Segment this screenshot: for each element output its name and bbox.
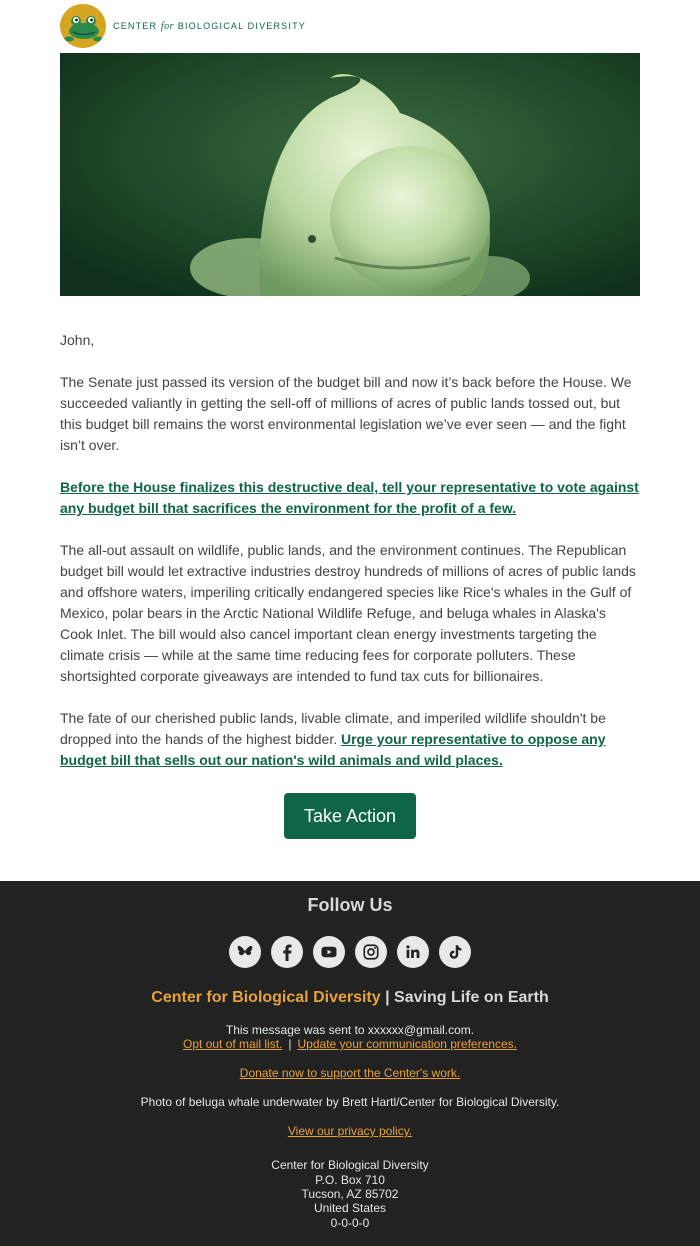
footer-org-name[interactable]: Center for Biological Diversity [151, 989, 381, 1006]
preferences-line [0, 1037, 700, 1052]
linkedin-icon[interactable] [397, 936, 429, 968]
take-action-button[interactable]: Take Action [284, 793, 416, 839]
donate-line [0, 1066, 700, 1081]
email-body [60, 330, 640, 792]
wordmark-center: CENTER [113, 21, 158, 31]
org-wordmark[interactable] [113, 21, 306, 32]
social-links [0, 936, 700, 968]
tagline-separator: | [380, 989, 395, 1006]
update-preferences-link[interactable]: Update your communication preferences. [297, 1037, 517, 1051]
photo-credit: Photo of beluga whale underwater by Brett Hartl/Center for Biological Diversity. [140, 1095, 560, 1109]
address-po-box: P.O. Box 710 [315, 1173, 385, 1187]
footer-tagline [0, 989, 700, 1007]
paragraph-assault: The all-out assault on wildlife, public lands, and the environment continues. The Republican budget bill would let extractive industries destroy hundreds of millions of acres of public lands and offshore waters, imperiling critically endangered species like Rice's whales in the Gulf of Mexico, polar bears in the Arctic National Wildlife Refuge, and beluga whales in Alaska's Cook Inlet. The bill would also cancel important clean energy investments targeting the climate crisis — while at the same time reducing fees for corporate polluters. These shortsighted corporate giveaways are intended to fund tax cuts for billionaires. [60, 542, 636, 684]
greeting: John, [60, 332, 95, 348]
frog-logo-icon[interactable] [60, 4, 106, 48]
privacy-policy-link[interactable]: View our privacy policy. [287, 1124, 413, 1138]
paragraph-fate-text: The fate of our cherished public lands, livable climate, and imperiled wildlife shouldn't be dropped into the hands of the highest bidder. [60, 710, 606, 747]
tiktok-icon[interactable] [439, 936, 471, 968]
address-country: United States [313, 1201, 387, 1215]
privacy-line [0, 1124, 700, 1139]
cta-row [0, 793, 700, 839]
address-code: 0-0-0-0 [330, 1216, 370, 1230]
email-footer [0, 881, 700, 1246]
action-link-house-vote[interactable]: Before the House finalizes this destructive deal, tell your representative to vote against any budget bill that sacrifices the environment for the profit of a few. [60, 479, 639, 516]
follow-us-heading: Follow Us [307, 895, 393, 915]
paragraph-fate [60, 708, 640, 771]
wordmark-biodiversity: BIOLOGICAL DIVERSITY [177, 21, 306, 31]
action-link-paragraph [60, 477, 640, 519]
address-city: Tucson, AZ 85702 [301, 1187, 399, 1201]
tagline-text: Saving Life on Earth [394, 989, 549, 1006]
beluga-whale-photo[interactable] [60, 53, 640, 296]
pipe-separator: | [288, 1037, 292, 1051]
action-link-oppose-bill[interactable]: Urge your representative to oppose any budget bill that sells out our nation's wild animals and wild places. [60, 731, 606, 768]
paragraph-intro: The Senate just passed its version of the budget bill and now it’s back before the House. We succeeded valiantly in getting the sell-off of millions of acres of public lands tossed out, but this budget bill remains the worst environmental legislation we’ve ever seen — and the fight isn’t over. [60, 374, 632, 453]
email-header [60, 4, 640, 48]
instagram-icon[interactable] [355, 936, 387, 968]
address-org: Center for Biological Diversity [271, 1158, 429, 1172]
sent-to-line: This message was sent to xxxxxx@gmail.com. [225, 1023, 475, 1037]
wordmark-for: for [160, 21, 175, 32]
youtube-icon[interactable] [313, 936, 345, 968]
facebook-icon[interactable] [271, 936, 303, 968]
donate-link[interactable]: Donate now to support the Center's work. [239, 1066, 461, 1080]
opt-out-link[interactable]: Opt out of mail list. [183, 1037, 283, 1051]
bluesky-icon[interactable] [229, 936, 261, 968]
